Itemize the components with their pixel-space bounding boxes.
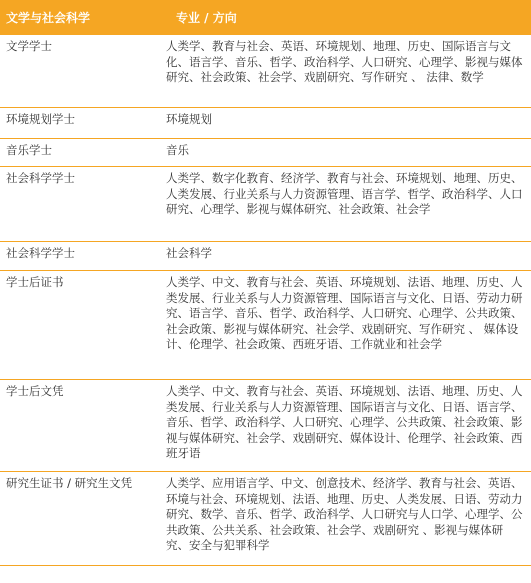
majors-cell: 环境规划: [166, 112, 212, 126]
table-row: [0, 108, 531, 139]
degree-cell: 环境规划学士: [6, 112, 75, 126]
majors-cell: 社会科学: [166, 246, 212, 260]
majors-cell: 人类学、教育与社会、英语、环境规划、地理、历史、国际语言与文化、语言学、音乐、哲学、政治科学、人口研究、心理学、影视与媒体研究、社会政策、社会学、戏剧研究、写作研究 、 法律、数学: [166, 39, 523, 84]
header-degree: 文学与社会科学: [6, 11, 91, 25]
degree-cell: 社会科学学士: [6, 246, 75, 260]
degree-cell: 学士后文凭: [6, 384, 64, 398]
table-row: [0, 139, 531, 167]
majors-cell: 人类学、中文、教育与社会、英语、环境规划、法语、地理、历史、人类发展、行业关系与人力资源管理、国际语言与文化、日语、劳动力研究、语言学、音乐、哲学、政治科学、人口研究、心理学、公共政策、社会政策、影视与媒体研究、社会学、戏剧研究、写作研究 、 媒体设计、伦理学、社会政策、西班牙语、工作就业和社会学: [166, 275, 523, 351]
table-row: [0, 380, 531, 472]
table-row: [0, 271, 531, 380]
degree-cell: 社会科学学士: [6, 171, 75, 185]
table-row: [0, 35, 531, 108]
header-majors: 专业 / 方向: [176, 11, 237, 25]
degree-cell: 学士后证书: [6, 275, 64, 289]
degree-cell: 研究生证书 / 研究生文凭: [6, 476, 133, 490]
degree-cell: 文学学士: [6, 39, 52, 53]
degree-cell: 音乐学士: [6, 143, 52, 157]
table-row: [0, 167, 531, 242]
table-header: [0, 0, 531, 35]
majors-cell: 音乐: [166, 143, 189, 157]
majors-cell: 人类学、数字化教育、经济学、教育与社会、环境规划、地理、历史、人类发展、行业关系与人力资源管理、语言学、哲学、政治科学、人口研究、心理学、影视与媒体研究、社会政策、社会学: [166, 171, 523, 216]
table-row: [0, 242, 531, 271]
majors-cell: 人类学、应用语言学、中文、创意技术、经济学、教育与社会、英语、环境与社会、环境规划、法语、地理、历史、人类发展、日语、劳动力研究、数学、音乐、哲学、政治科学、人口研究与人口学、心理学、公共政策、公共关系、社会政策、社会学、戏剧研究 、影视与媒体研究、安全与犯罪科学: [166, 476, 523, 552]
table-row: [0, 472, 531, 566]
majors-cell: 人类学、中文、教育与社会、英语、环境规划、法语、地理、历史、人类发展、行业关系与人力资源管理、国际语言与文化、日语、语言学、音乐、哲学、政治科学、人口研究、心理学、公共政策、社会政策、影视与媒体研究、社会学、戏剧研究、媒体设计、伦理学、社会政策、西班牙语: [166, 384, 523, 460]
